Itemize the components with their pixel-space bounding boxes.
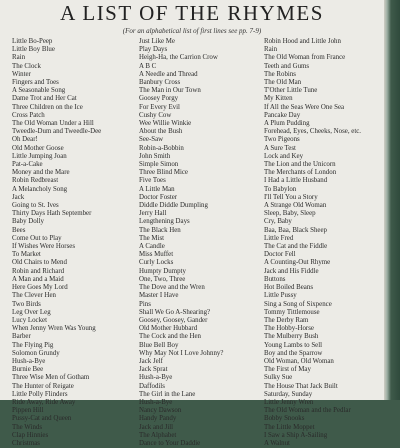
rhyme-title: One, Two, Three <box>139 275 186 283</box>
rhyme-title: Robin-a-Bobbin <box>139 144 184 152</box>
rhyme-title: Doctor Foster <box>139 193 178 201</box>
rhyme-title: Little Polly Flinders <box>12 390 68 398</box>
rhyme-title: If Wishes Were Horses <box>12 243 76 251</box>
rhyme-title: The Lion and the Unicorn <box>264 161 336 169</box>
rhyme-title: Master I Have <box>139 292 179 300</box>
rhyme-title: About the Bush <box>139 128 183 136</box>
rhyme-title: Winter <box>12 70 31 78</box>
rhyme-title: Old Woman, Old Woman <box>264 357 334 365</box>
rhyme-title: Miss Muffet <box>139 251 174 259</box>
rhyme-title: Little Jumping Joan <box>12 152 67 160</box>
rhyme-title: Solomon Grundy <box>12 349 60 357</box>
rhyme-title: Tommy Tittlemouse <box>264 308 320 316</box>
rhyme-title: For Every Evil <box>139 103 180 111</box>
rhyme-title: Cushy Cow <box>139 111 172 119</box>
rhyme-title: Robin Hood and Little John <box>264 38 341 45</box>
rhyme-title: The Black Hen <box>139 226 181 234</box>
rhyme-title: Banbury Cross <box>139 79 181 87</box>
rhyme-title: Shall We Go A-Shearing? <box>139 308 211 316</box>
rhyme-title: Rain <box>264 46 278 54</box>
rhyme-title: Jack and His Fiddle <box>264 267 319 275</box>
rhyme-title: A Man and a Maid <box>12 275 64 283</box>
rhyme-title: Hush-a-Bye <box>12 357 46 365</box>
rhyme-column-1 <box>12 38 132 448</box>
rhyme-title: A Candle <box>139 243 165 251</box>
rhyme-title: A Melancholy Song <box>12 185 68 193</box>
rhyme-title: A Counting-Out Rhyme <box>264 259 331 267</box>
rhyme-title: The Robins <box>264 70 296 78</box>
rhyme-title: Teeth and Gums <box>264 62 310 70</box>
rhyme-title: Three Blind Mice <box>139 169 188 177</box>
rhyme-title: Little Fred <box>264 234 294 242</box>
rhyme-title: The Flying Pig <box>12 341 54 349</box>
rhyme-title: Forehead, Eyes, Cheeks, Nose, etc. <box>264 128 362 136</box>
rhyme-title: The Cock and the Hen <box>139 333 201 341</box>
rhyme-title: I Saw a Ship A-Sailing <box>264 431 328 439</box>
rhyme-title: The Mist <box>139 234 165 242</box>
rhyme-title: Pussy-Cat and Queen <box>12 415 72 423</box>
rhyme-title: Pippen Hill <box>12 407 44 415</box>
rhyme-title: The First of May <box>264 366 311 374</box>
rhyme-title: Hot Boiled Beans <box>264 284 313 292</box>
rhyme-title: Just Like Me <box>139 38 175 45</box>
rhyme-title: Play Days <box>139 46 168 54</box>
rhyme-title: Bees <box>12 226 26 234</box>
rhyme-title: Robin Redbreast <box>12 177 59 185</box>
rhyme-title: Lucy Locket <box>12 316 48 324</box>
rhyme-title: Wee Willie Winkie <box>139 120 192 128</box>
rhyme-title: Hush-a-Bye <box>139 398 173 406</box>
rhyme-title: Saturday, Sunday <box>264 390 313 398</box>
rhyme-title: The Dove and the Wren <box>139 284 205 292</box>
rhyme-title: Leg Over Leg <box>12 308 51 316</box>
rhyme-title: Little Bo-Peep <box>12 38 53 45</box>
rhyme-title: A Seasonable Song <box>12 87 66 95</box>
rhyme-title: Oh Dear! <box>12 136 38 144</box>
rhyme-title: Lengthening Days <box>139 218 190 226</box>
rhyme-title: Tweedle-Dum and Tweedle-Dee <box>12 128 102 136</box>
rhyme-title: A Walnut <box>264 439 290 447</box>
rhyme-title: The Girl in the Lane <box>139 390 196 398</box>
rhyme-title: Rain <box>12 54 26 62</box>
rhyme-title: Little Boy Blue <box>12 46 55 54</box>
rhyme-title: See-Saw <box>139 136 164 144</box>
rhyme-title: Sing a Song of Sixpence <box>264 300 332 308</box>
rhyme-title: The Cat and the Fiddle <box>264 243 328 251</box>
rhyme-title: Ride Away, Ride Away <box>12 398 76 406</box>
rhyme-title: Cry, Baby <box>264 218 292 226</box>
rhyme-title: When Jenny Wren Was Young <box>12 325 96 333</box>
rhyme-title: Robin and Richard <box>12 267 65 275</box>
rhyme-title: Jack <box>12 193 25 201</box>
rhyme-title: Boy and the Sparrow <box>264 349 323 357</box>
rhyme-title: The Hunter of Reigate <box>12 382 74 390</box>
rhyme-title: Pins <box>139 300 151 308</box>
rhyme-title: A Strange Old Woman <box>264 202 327 210</box>
rhyme-title: Jack Sprat <box>139 366 168 374</box>
rhyme-title: A Plum Pudding <box>264 120 310 128</box>
rhyme-title: Nancy Dawson <box>139 407 182 415</box>
rhyme-title: I'll Tell You a Story <box>264 193 318 201</box>
rhyme-title: If All the Seas Were One Sea <box>264 103 345 111</box>
rhyme-title: The Derby Ram <box>264 316 309 324</box>
rhyme-title: Humpty Dumpty <box>139 267 186 275</box>
rhyme-title: Goosey Porgy <box>139 95 179 103</box>
rhyme-title: Little Jenny Wren <box>264 398 314 406</box>
rhyme-title: The Old Woman from France <box>264 54 346 62</box>
rhyme-title: Three Wise Men of Gotham <box>12 374 90 382</box>
rhyme-title: Heigh-Ha, the Carrion Crow <box>139 54 218 62</box>
rhyme-title: Barber <box>12 333 31 341</box>
rhyme-title: A Little Man <box>139 185 175 193</box>
rhyme-title: Jack Jelf <box>139 357 163 365</box>
rhyme-title: Why May Not I Love Johnny? <box>139 349 224 357</box>
rhyme-title: Five Toes <box>139 177 166 185</box>
rhyme-title: The Little Moppet <box>264 423 315 431</box>
rhyme-title: The Old Man <box>264 79 302 87</box>
rhyme-title: Little Pussy <box>264 292 297 300</box>
rhyme-title: The Old Woman and the Pedlar <box>264 407 351 415</box>
rhyme-title: Handy Pandy <box>139 415 177 423</box>
rhyme-title: Pancake Day <box>264 111 301 119</box>
rhyme-title: T'Other Little Tune <box>264 87 318 95</box>
rhyme-title: Old Chairs to Mend <box>12 259 67 267</box>
rhyme-title: Three Children on the Ice <box>12 103 83 111</box>
rhyme-title: My Kitten <box>264 95 293 103</box>
rhyme-title: Blue Bell Boy <box>139 341 179 349</box>
rhyme-title: To Market <box>12 251 41 259</box>
page-subtitle: (For an alphabetical list of first lines see pp. 7-9) <box>122 27 262 35</box>
rhyme-title: To Babylon <box>264 185 297 193</box>
rhyme-title: John Smith <box>139 152 171 160</box>
rhyme-title: Burnie Bee <box>12 366 44 374</box>
rhyme-title: Buttons <box>264 275 286 283</box>
rhyme-title: A Needle and Thread <box>139 70 198 78</box>
rhyme-title: Simple Simon <box>139 161 179 169</box>
rhyme-title: Two Pigeons <box>264 136 300 144</box>
rhyme-title: Lock and Key <box>264 152 304 160</box>
rhyme-title: Thirty Days Hath September <box>12 210 92 218</box>
rhyme-title: Young Lambs to Sell <box>264 341 323 349</box>
rhyme-title: Sleep, Baby, Sleep <box>264 210 316 218</box>
rhyme-title: Two Birds <box>12 300 41 308</box>
rhyme-title: A Sure Test <box>264 144 296 152</box>
rhyme-title: Baa, Baa, Black Sheep <box>264 226 327 234</box>
rhyme-title: Clap Hinnies <box>12 431 49 439</box>
rhyme-title: Baby Dolly <box>12 218 44 226</box>
rhyme-title: The Clock <box>12 62 41 70</box>
rhyme-title: Come Out to Play <box>12 234 62 242</box>
rhyme-title: Fingers and Toes <box>12 79 59 87</box>
rhyme-title: Dance to Your Daddie <box>139 439 201 447</box>
rhyme-title: A B C <box>139 62 157 70</box>
rhyme-title: Here Goes My Lord <box>12 284 68 292</box>
page-title: A LIST OF THE RHYMES <box>60 1 324 25</box>
rhyme-title: Daffodils <box>139 382 165 390</box>
rhyme-column-3 <box>264 38 384 448</box>
rhyme-title: Christmas <box>12 439 40 447</box>
rhyme-title: The Winds <box>12 423 43 431</box>
rhyme-title: Old Mother Goose <box>12 144 64 152</box>
rhyme-title: Sulky Sue <box>264 374 293 382</box>
rhyme-column-2 <box>139 38 259 448</box>
rhyme-title: Goosey, Goosey, Gander <box>139 316 208 324</box>
rhyme-title: Jack and Jill <box>139 423 174 431</box>
rhyme-title: The Old Woman Under a Hill <box>12 120 94 128</box>
rhyme-title: The Man in Our Town <box>139 87 201 95</box>
rhyme-title: Bobby Snooks <box>264 415 305 423</box>
rhyme-title: Money and the Mare <box>12 169 70 177</box>
rhyme-title: Cross Patch <box>12 111 45 119</box>
rhyme-title: The Hobby-Horse <box>264 325 314 333</box>
rhyme-title: The Clever Hen <box>12 292 57 300</box>
rhyme-title: Curly Locks <box>139 259 174 267</box>
rhyme-title: Hush-a-Bye <box>139 374 173 382</box>
rhyme-title: Diddle Diddle Dumpling <box>139 202 208 210</box>
rhyme-title: The Mulberry Bush <box>264 333 319 341</box>
rhyme-title: The House That Jack Built <box>264 382 338 390</box>
rhyme-title: The Merchants of London <box>264 169 337 177</box>
rhyme-title: Old Mother Hubbard <box>139 325 198 333</box>
rhyme-title: Jerry Hall <box>139 210 167 218</box>
book-cover-edge <box>384 0 400 400</box>
rhyme-title: Dame Trot and Her Cat <box>12 95 77 103</box>
rhyme-title: Pat-a-Cake <box>12 161 43 169</box>
rhyme-title: I Had a Little Husband <box>264 177 328 185</box>
rhyme-title: The Alphabet <box>139 431 177 439</box>
rhyme-title: Doctor Fell <box>264 251 296 259</box>
rhyme-title: Going to St. Ives <box>12 202 59 210</box>
